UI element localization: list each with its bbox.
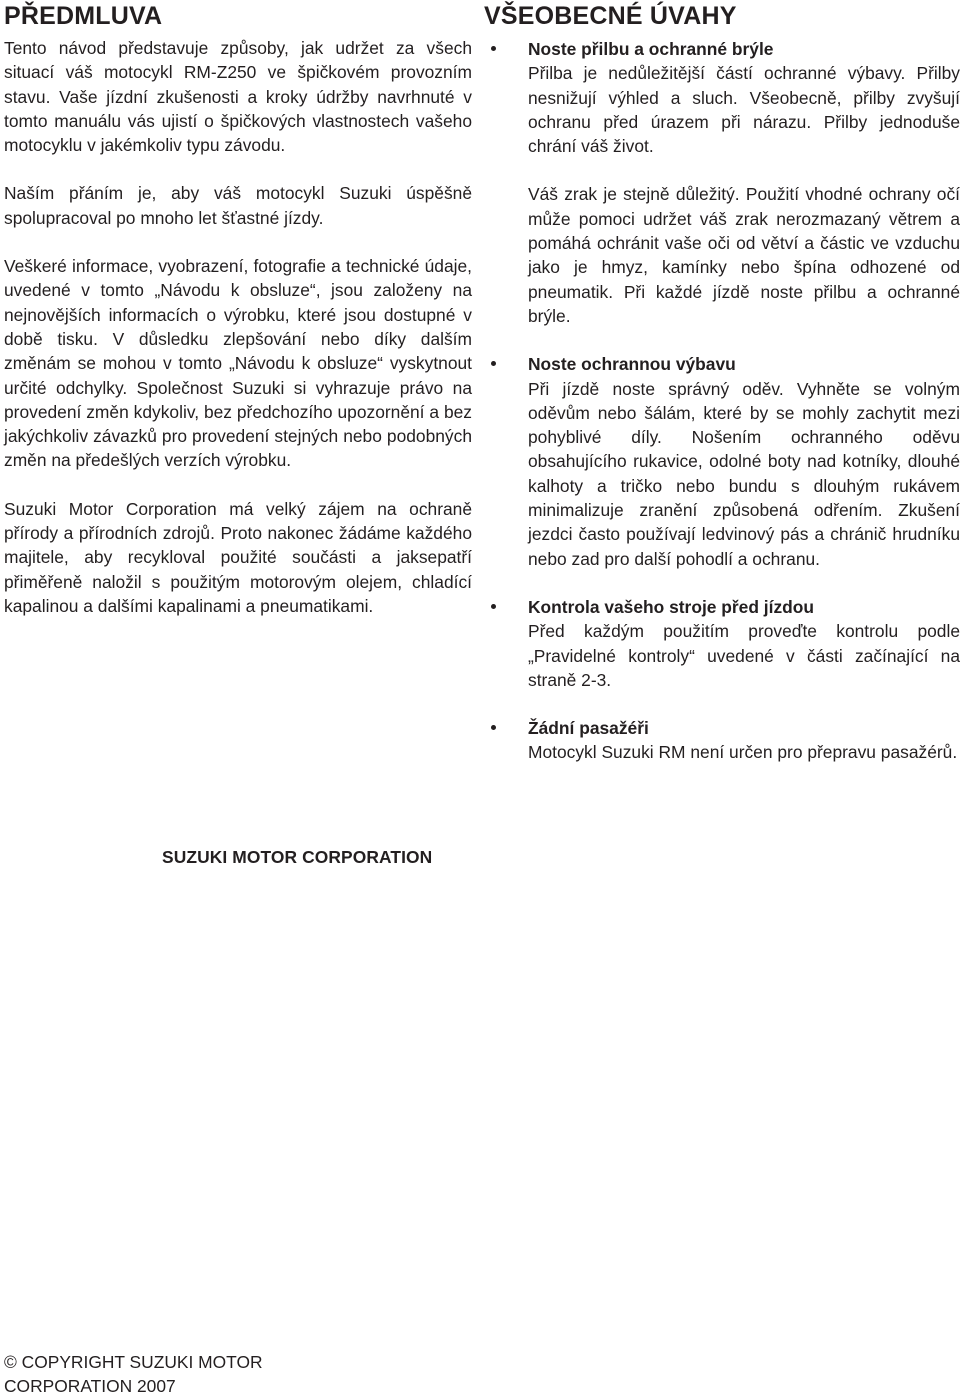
general-bullet-list — [484, 37, 960, 765]
bullet-title-inspection: Kontrola vašeho stroje před jízdou — [528, 596, 815, 617]
bullet-title-gear: Noste ochrannou výbavu — [528, 354, 736, 375]
bullet-item-helmet — [484, 37, 960, 328]
corporation-signature: SUZUKI MOTOR CORPORATION — [162, 847, 433, 867]
bullet-title-passengers: Žádní pasažéři — [528, 718, 649, 739]
bullet-paragraph-helmet-1: Přilba je nedůležitější částí ochranné výbavy. Přilby nesnižují výhled a sluch. Všeobecně, přilby zvyšují ochranu před úrazem při nárazu. Přilby jednoduše chrání váš život. — [528, 63, 960, 157]
bullet-paragraph-gear: Při jízdě noste správný oděv. Vyhněte se volným oděvům nebo šálám, které by se mohly zachytit mezi pohyblivé díly. Nošením ochranného oděvu obsahujícího rukavice, odolné boty nad kotníky, dlouhé kalhoty a tričko nebo bundu s dlouhým rukávem minimalizuje zranění způsobená odřením. Zkušení jezdci často používají ledvinový pás a chránič hrudníku nebo zad pro další pohodlí a ochranu. — [528, 378, 960, 569]
bullet-paragraph-inspection: Před každým použitím proveďte kontrolu podle „Pravidelné kontroly“ uvedené v části začínající na straně 2-3. — [528, 621, 960, 690]
bullet-paragraph-helmet-2: Váš zrak je stejně důležitý. Použití vhodné ochrany očí může pomoci udržet váš zrak nerozmazaný větrem a pomáhá ochránit vaše oči od větví a částic ve vzduchu jako je hmyz, kamínky nebo špína odhozené od pneumatik. Při každé jízdě noste přilbu a ochranné brýle. — [528, 184, 960, 326]
bullet-item-passengers — [484, 716, 960, 765]
bullet-paragraph-passengers: Motocykl Suzuki RM není určen pro přepravu pasažérů. — [528, 742, 958, 763]
bullet-dot-icon — [491, 361, 496, 366]
foreword-paragraph-1: Tento návod představuje způsoby, jak udržet za všech situací váš motocykl RM-Z250 ve špičkovém provozním stavu. Vaše jízdní zkušenosti a kroky údržby navrhnuté v tomto manuálu vás ujistí o špičkových vlastnostech vašeho motocyklu v jakémkoliv typu závodu. — [4, 38, 472, 156]
bullet-dot-icon — [491, 725, 496, 730]
foreword-paragraph-2: Naším přáním je, aby váš motocykl Suzuki úspěšně spolupracoval po mnoho let šťastné jízdy. — [4, 183, 472, 228]
bullet-title-helmet: Noste přilbu a ochranné brýle — [528, 39, 774, 59]
general-column — [484, 0, 960, 789]
general-heading: VŠEOBECNÉ ÚVAHY — [484, 2, 737, 30]
bullet-item-inspection — [484, 595, 960, 692]
foreword-column — [4, 0, 472, 618]
copyright-notice: © COPYRIGHT SUZUKI MOTOR CORPORATION 2007 — [4, 1352, 263, 1396]
foreword-paragraph-3: Veškeré informace, vyobrazení, fotografie a technické údaje, uvedené v tomto „Návodu k obsluze“, jsou založeny na nejnovějších informacích o výrobku, které jsou dostupné v době tisku. V důsledku zlepšování nebo díky dalším změnám se mohou v tomto „Návodu k obsluze“ vyskytnout určité odchylky. Společnost Suzuki si vyhrazuje právo na provedení změn kdykoliv, bez předchozího upozornění a bez jakýchkoliv závazků pro provedení stejných nebo podobných změn na předešlých verzích výrobku. — [4, 256, 472, 471]
foreword-heading: PŘEDMLUVA — [4, 2, 163, 30]
foreword-paragraph-4: Suzuki Motor Corporation má velký zájem na ochraně přírody a přírodních zdrojů. Proto nakonec žádáme každého majitele, aby recykloval použité součásti a jaksepatří přiměřeně naložil s použitým motorovým olejem, chladící kapalinou a dalšími kapalinami a pneumatikami. — [4, 498, 472, 616]
bullet-dot-icon — [491, 604, 496, 609]
bullet-item-gear — [484, 352, 960, 571]
bullet-dot-icon — [491, 46, 496, 51]
